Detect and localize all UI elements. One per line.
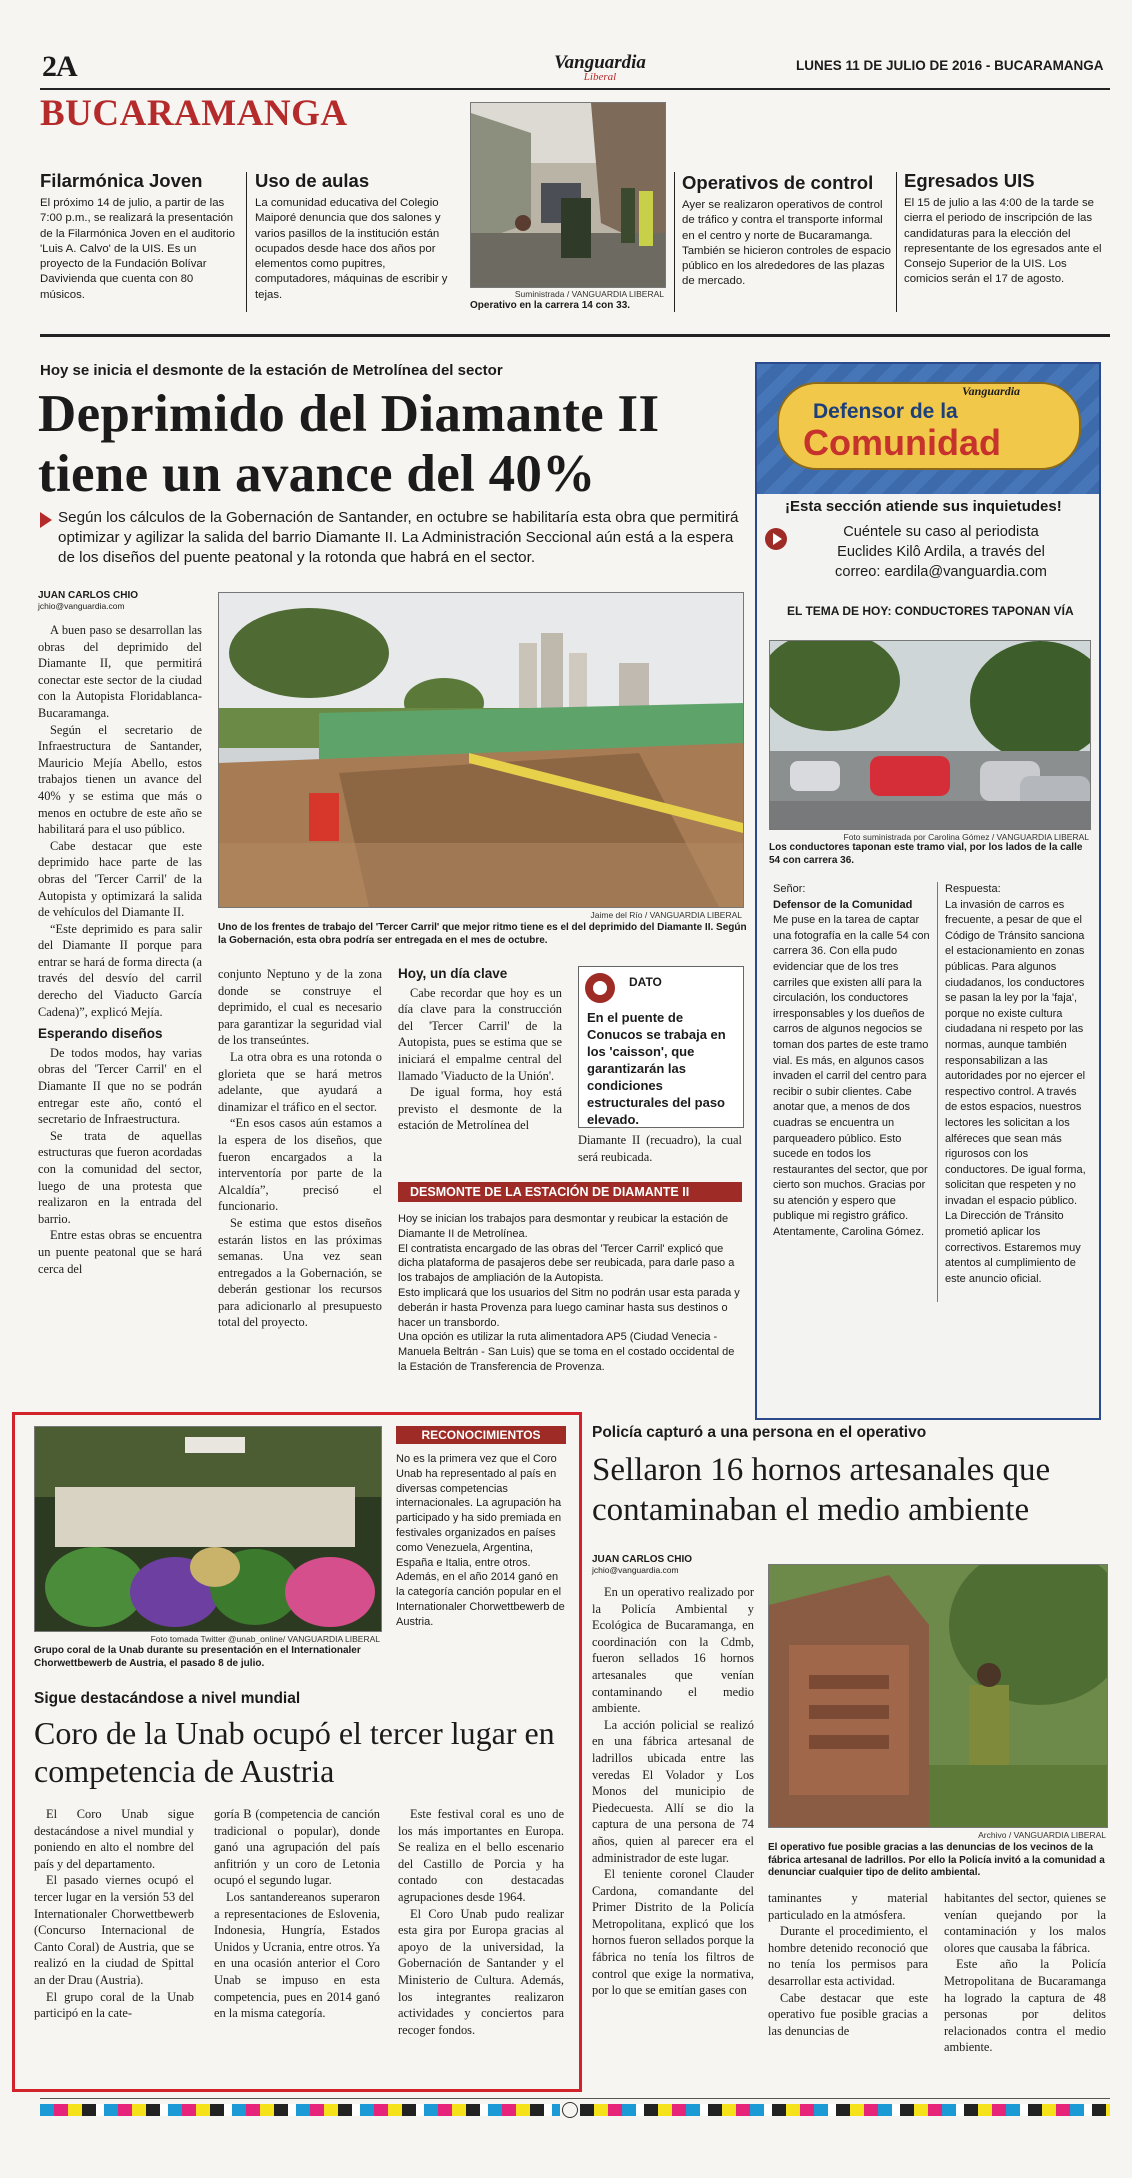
defensor-photo-caption: Los conductores taponan este tramo vial, por los lados de la calle 54 con carrera 36. <box>769 842 1083 866</box>
main-email: jchio@vanguardia.com <box>38 601 125 611</box>
letter-label: Señor: <box>773 883 806 895</box>
brief-title: Uso de aulas <box>255 170 370 191</box>
defensor-divider <box>937 882 938 1302</box>
brief-title: Filarmónica Joven <box>40 170 203 191</box>
coro-photo-image <box>35 1427 381 1631</box>
logo-main: Vanguardia <box>554 52 646 73</box>
brief-operativos <box>682 172 892 290</box>
registration-mark-icon <box>562 2102 578 2118</box>
hornos-col-1: En un operativo realizado por la Policía Ambiental y Ecológica de Bucaramanga, en coordinación con la Cdmb, fueron sellados 16 hornos artesanales que venían contaminando el medio ambiente. La acción policial se realizó en una fábrica artesanal de ladrillos ubicada entre las veredas El Volador y Los Monos del municipio de Piedecuesta. Allí se dio la captura de una persona de 74 años, quien al parecer era el administrador de este lugar. El teniente coronel Clauder Cardona, comandante del Primer Distrito de la Policía Metropolitana, explicó que los hornos fueron sellados porque la fábrica no tenía los filtros de control que exige la normativa, por lo que se emitían gases con <box>592 1585 754 1998</box>
operativo-photo <box>470 102 666 288</box>
response-text: La invasión de carros es frecuente, a pesar de que el Código de Tránsito sanciona el estacionamiento en zonas públicas. Para algunos ciudadanos, los conductores se pasan la ley por la 'faja', porque no existe cultura ciudadana ni respeto por las normas, aunque también responsabilizan a las autoridades por no ejercer el respectivo control. A través de estos espacios, nuestros lectores les solicitan a los alféreces que sean más rigurosos con los conductores. De igual forma, solicitan que respeten y no invadan el espacio público. La Dirección de Tránsito prometió aplicar los correctivos. Estaremos muy atentos al cumplimiento de este anuncio oficial. <box>945 898 1086 1285</box>
coro-col-1: El Coro Unab sigue destacándose a nivel mundial y poniendo en alto el nombre del país y del departamento. El pasado viernes ocupó el tercer lugar en la versión 53 del Internationaler Chorwettbewerb (Concurso Internacional de Canto Coral) de Austria, que se realizó en la ciudad de Spittal an der Drau (Austria). El grupo coral de la Unab participó en la cate- <box>34 1807 194 2021</box>
brief-divider <box>246 172 247 312</box>
brief-filarmonica <box>40 170 240 303</box>
main-col-1: A buen paso se desarrollan las obras del deprimido del Diamante II, que permitirá conectar este sector de la ciudad con la Autopista Floridablanca-Bucaramanga. Según el secretario de Infraestructura de Santander, Mauricio Mejía Abello, estos trabajos tienen un avance del 40% y se estima que más o menos en octubre de este año se habilitará para el uso público. Cabe destacar que este deprimido hace parte de las obras del 'Tercer Carril' de la Autopista y optimizará la salida de vehículos del Diamante II. “Este deprimido es para salir del Diamante II porque para entrar se hará de forma directa (a través del desvío del carril derecho del Viaducto García Cadena)”, explicó Mejía. Esperando diseños De todos modos, hay varias obras del 'Tercer Carril' en el Diamante II que no se podrán entregar este año, contó el secretario de Infraestructura. Se trata de aquellas estructuras que fueron acordadas con la comunidad del sector, luego de una protesta que realizaron en la entrada del barrio. Entre estas obras se encuentra un puente peatonal que se hará cerca del <box>38 623 202 1276</box>
hornos-headline: Sellaron 16 hornos artesanales que contaminaban el medio ambiente <box>592 1452 1051 1528</box>
main-headline: Deprimido del Diamante II tiene un avance del 40% <box>38 385 660 503</box>
dato-text: En el puente de Conucos se trabaja en los 'caisson', que garantizarán las condiciones estructurales del paso elevado. <box>587 1010 726 1127</box>
defensor-logo-title2: Comunidad <box>803 422 1001 463</box>
hornos-email: jchio@vanguardia.com <box>592 1565 679 1575</box>
brief-divider <box>896 172 897 312</box>
subhead-dia-clave: Hoy, un día clave <box>398 966 508 981</box>
letter-text: Me puse en la tarea de captar una fotografía en la calle 54 con carrera 36. Con ella pudo evidenciar que de los tres carriles que existen allí para la circulación, los conductores irresponsables y los dueños de carros de algunos negocios se toman dos partes de este tramo vial. Es más, en algunos casos invaden el carril del centro para recibir o subir clientes. Cabe anotar que, a menos de dos cuadras se encuentra un parqueadero público. Esto sucede en todos los restaurantes del sector, que por cierto son muchos. Gracias por su atención y espero que publique mi registro gráfico. Atentamente, Carolina Gómez. <box>773 914 930 1239</box>
letter-addressee: Defensor de la Comunidad <box>773 898 913 911</box>
coro-photo <box>34 1426 382 1632</box>
section-title: BUCARAMANGA <box>40 93 348 134</box>
main-col-3: Hoy, un día clave Cabe recordar que hoy es un día clave para la construcción del 'Tercer Carril' de la Autopista, pues se estima que se iniciará el empalme central del llamado 'Viaducto de la Unión'. De igual forma, hoy está previsto el desmonte de la estación de Metrolínea del <box>398 966 562 1133</box>
coro-headline: Coro de la Unab ocupó el tercer lugar en competencia de Austria <box>34 1715 555 1789</box>
masthead-rule <box>40 88 1110 90</box>
defensor-arrow-icon <box>765 528 787 550</box>
subhead-esperando: Esperando diseños <box>38 1026 163 1042</box>
print-color-bar-right <box>580 2104 1110 2116</box>
deck-arrow-icon <box>40 512 52 528</box>
main-byline: JUAN CARLOS CHIO <box>38 590 139 601</box>
brief-text: El próximo 14 de julio, a partir de las 7:00 p.m., se realizará la presentación de la Filarmónica Joven en el auditorio 'Luis A. Calvo' de la UIS. Es un proyecto de la Fundación Bolívar Davivienda que cuenta con 80 músicos. <box>40 197 236 301</box>
dato-icon <box>585 973 615 1003</box>
defensor-intro: ¡Esta sección atiende sus inquietudes! <box>785 498 1062 515</box>
main-kicker: Hoy se inicia el desmonte de la estación de Metrolínea del sector <box>40 362 503 379</box>
defensor-response <box>945 882 1091 1287</box>
hornos-col-3: habitantes del sector, quienes se venían quejando por la contaminación y los malos olores que causaba la fábrica. Este año la Policía Metropolitana de Bucaramanga ha logrado la captura de 48 personas por delitos relacionados contra el medio ambiente. <box>944 1891 1106 2055</box>
page-date: LUNES 11 DE JULIO DE 2016 - BUCARAMANGA <box>796 58 1104 73</box>
defensor-header <box>757 364 1099 494</box>
main-deck: Según los cálculos de la Gobernación de Santander, en octubre se habilitaría esta obra que permitirá optimizar y agilizar la salida del barrio Diamante II. La Administración Seccional aún está a la espera de los diseños del puente peatonal y la rotonda que habrá en el sector. <box>58 509 739 566</box>
coro-photo-credit: Foto tomada Twitter @unab_online/ VANGUARDIA LIBERAL <box>150 1634 380 1644</box>
operativo-photo-image <box>471 103 665 287</box>
logo <box>540 54 660 83</box>
coro-col-3: Este festival coral es uno de los más importantes en Europa. Se realiza en el bello escenario del Castillo de Porcia y ha contado con destacadas agrupaciones desde 1964. El Coro Unab pudo realizar esta gira por Europa gracias al apoyo de la universidad, la Gobernación de Santander y el Ministerio de Cultura. Además, los integrantes realizaron actividades y conciertos para recoger fondos. <box>398 1807 564 2037</box>
operativo-photo-credit: Suministrada / VANGUARDIA LIBERAL <box>514 289 664 299</box>
defensor-logo-top: Vanguardia <box>962 384 1021 398</box>
defensor-photo <box>769 640 1091 830</box>
deprimido-photo-caption: Uno de los frentes de trabajo del 'Tercer Carril' que mejor ritmo tiene es el del deprimido del Diamante II. Según la Gobernación, esta obra podría ser entregada en el mes de octubre. <box>218 922 747 946</box>
deprimido-photo <box>218 592 744 908</box>
bottom-rule <box>40 2098 1110 2099</box>
brief-divider <box>674 172 675 312</box>
hornos-photo-credit: Archivo / VANGUARDIA LIBERAL <box>978 1830 1106 1840</box>
brief-text: La comunidad educativa del Colegio Maiporé denuncia que dos salones y varios pasillos de la institución están ocupados desde hace dos años por elementos como pupitres, computadores, máquinas de escribir y tejas. <box>255 197 448 301</box>
response-label: Respuesta: <box>945 883 1001 895</box>
hornos-col-2: taminantes y material particulado en la atmósfera. Durante el procedimiento, el hombre detenido reconoció que no tenía los permisos para desarrollar esta actividad. Cabe destacar que este operativo fue posible gracias a las denuncias de <box>768 1891 928 2038</box>
desmonte-box-title: DESMONTE DE LA ESTACIÓN DE DIAMANTE II <box>398 1182 742 1202</box>
dato-box <box>578 966 744 1128</box>
hornos-photo-caption: El operativo fue posible gracias a las denuncias de los vecinos de la fábrica artesanal de ladrillos. Por ello la Policía invitó a la comunidad a denunciar cualquier tipo de delito ambiental. <box>768 1842 1105 1878</box>
brief-aulas <box>255 170 455 303</box>
deprimido-photo-image <box>219 593 743 907</box>
reconocimientos-title: RECONOCIMIENTOS <box>396 1426 566 1444</box>
defensor-contact: Cuéntele su caso al periodista Euclides Kilô Ardila, a través del correo: eardila@vanguardia.com <box>835 524 1047 580</box>
defensor-panel <box>755 362 1101 1420</box>
defensor-topic: EL TEMA DE HOY: CONDUCTORES TAPONAN VÍA <box>787 604 1074 618</box>
brief-text: El 15 de julio a las 4:00 de la tarde se cierra el periodo de inscripción de las candidaturas para la elección del representante de los egresados ante el Consejo Superior de la UIS. Los comicios serán el 17 de agosto. <box>904 197 1102 286</box>
page-number: 2A <box>42 50 77 83</box>
hornos-photo <box>768 1564 1108 1828</box>
brief-title: Egresados UIS <box>904 170 1035 191</box>
logo-sub: Liberal <box>583 71 617 83</box>
brief-egresados <box>904 170 1110 288</box>
hornos-byline: JUAN CARLOS CHIO <box>592 1554 693 1565</box>
defensor-logo-title1: Defensor de la <box>813 400 958 423</box>
section-rule <box>40 334 1110 337</box>
coro-photo-caption: Grupo coral de la Unab durante su presentación en el Internationaler Chorwettbewerb de Austria, el pasado 8 de julio. <box>34 1645 361 1669</box>
defensor-letter <box>773 882 931 1241</box>
brief-title: Operativos de control <box>682 172 874 193</box>
brief-text: Ayer se realizaron operativos de control de tráfico y contra el transporte informal en el centro y norte de Bucaramanga. También se hicieron controles de espacio público en los alrededores de las plazas de mercado. <box>682 199 891 288</box>
coro-kicker: Sigue destacándose a nivel mundial <box>34 1690 301 1707</box>
print-color-bar-left <box>40 2104 560 2116</box>
operativo-photo-caption: Operativo en la carrera 14 con 33. <box>470 300 631 311</box>
defensor-photo-image <box>770 641 1090 829</box>
coro-col-2: goría B (competencia de canción tradicional o popular), donde ganó una agrupación del país anfitrión y un coro de Letonia ocupó el segundo lugar. Los santandereanos superaron a representaciones de Eslovenia, Indonesia, Hungría, Estados Unidos y Ucrania, entre otros. Ya en una ocasión anterior el Coro Unab se impuso en esta competencia, pues en 2014 ganó en la misma categoría. <box>214 1807 380 2021</box>
deprimido-photo-credit: Jaime del Río / VANGUARDIA LIBERAL <box>590 910 742 920</box>
main-col-4: Diamante II (recuadro), la cual será reubicada. <box>578 1133 742 1164</box>
hornos-photo-image <box>769 1565 1107 1827</box>
main-col-2: conjunto Neptuno y de la zona donde se construye el deprimido, el cual es necesario para garantizar la seguridad vial de los transeúntes. La otra obra es una rotonda o glorieta que se hará metros adelante, que ayudará a dinamizar el tráfico en el sector. “En esos casos aún estamos a la espera de los diseños, que fueron encargados a la interventoría por parte de la Alcaldía”, precisó el funcionario. Se estima que estos diseños estarán listos en las próximas semanas. Una vez sean entregados a la Gobernación, se deberán gestionar los recursos para adicionarlo al presupuesto total del proyecto. <box>218 967 382 1330</box>
hornos-kicker: Policía capturó a una persona en el operativo <box>592 1424 927 1441</box>
reconocimientos-text: No es la primera vez que el Coro Unab ha representado al país en diversas competencias internacionales. La agrupación ha participado y ha sido premiada en festivales organizados en países como Venezuela, Argentina, España e Italia, entre otros. Además, en el año 2014 ganó en la categoría canción popular en el Internationaler Chorwettbewerb de Austria. <box>396 1453 565 1628</box>
desmonte-box-text: Hoy se inician los trabajos para desmontar y reubicar la estación de Diamante II de Metrolínea. El contratista encargado de las obras del 'Tercer Carril' explicó que dicha plataforma de pasajeros debe ser reubicada, para darle paso a los trabajos de ampliación de la Autopista. Esto implicará que los usuarios del Sitm no podrán usar esta parada y deberán ir hasta Provenza para luego caminar hasta sus destinos o hacer un transbordo. Una opción es utilizar la ruta alimentadora AP5 (Ciudad Venecia - Manuela Beltrán - San Luis) que se toma en el costado occidental de la Estación de Transferencia de Provenza. <box>398 1213 740 1373</box>
defensor-photo-credit: Foto suministrada por Carolina Gómez / VANGUARDIA LIBERAL <box>843 832 1089 842</box>
dato-label: DATO <box>629 975 662 989</box>
